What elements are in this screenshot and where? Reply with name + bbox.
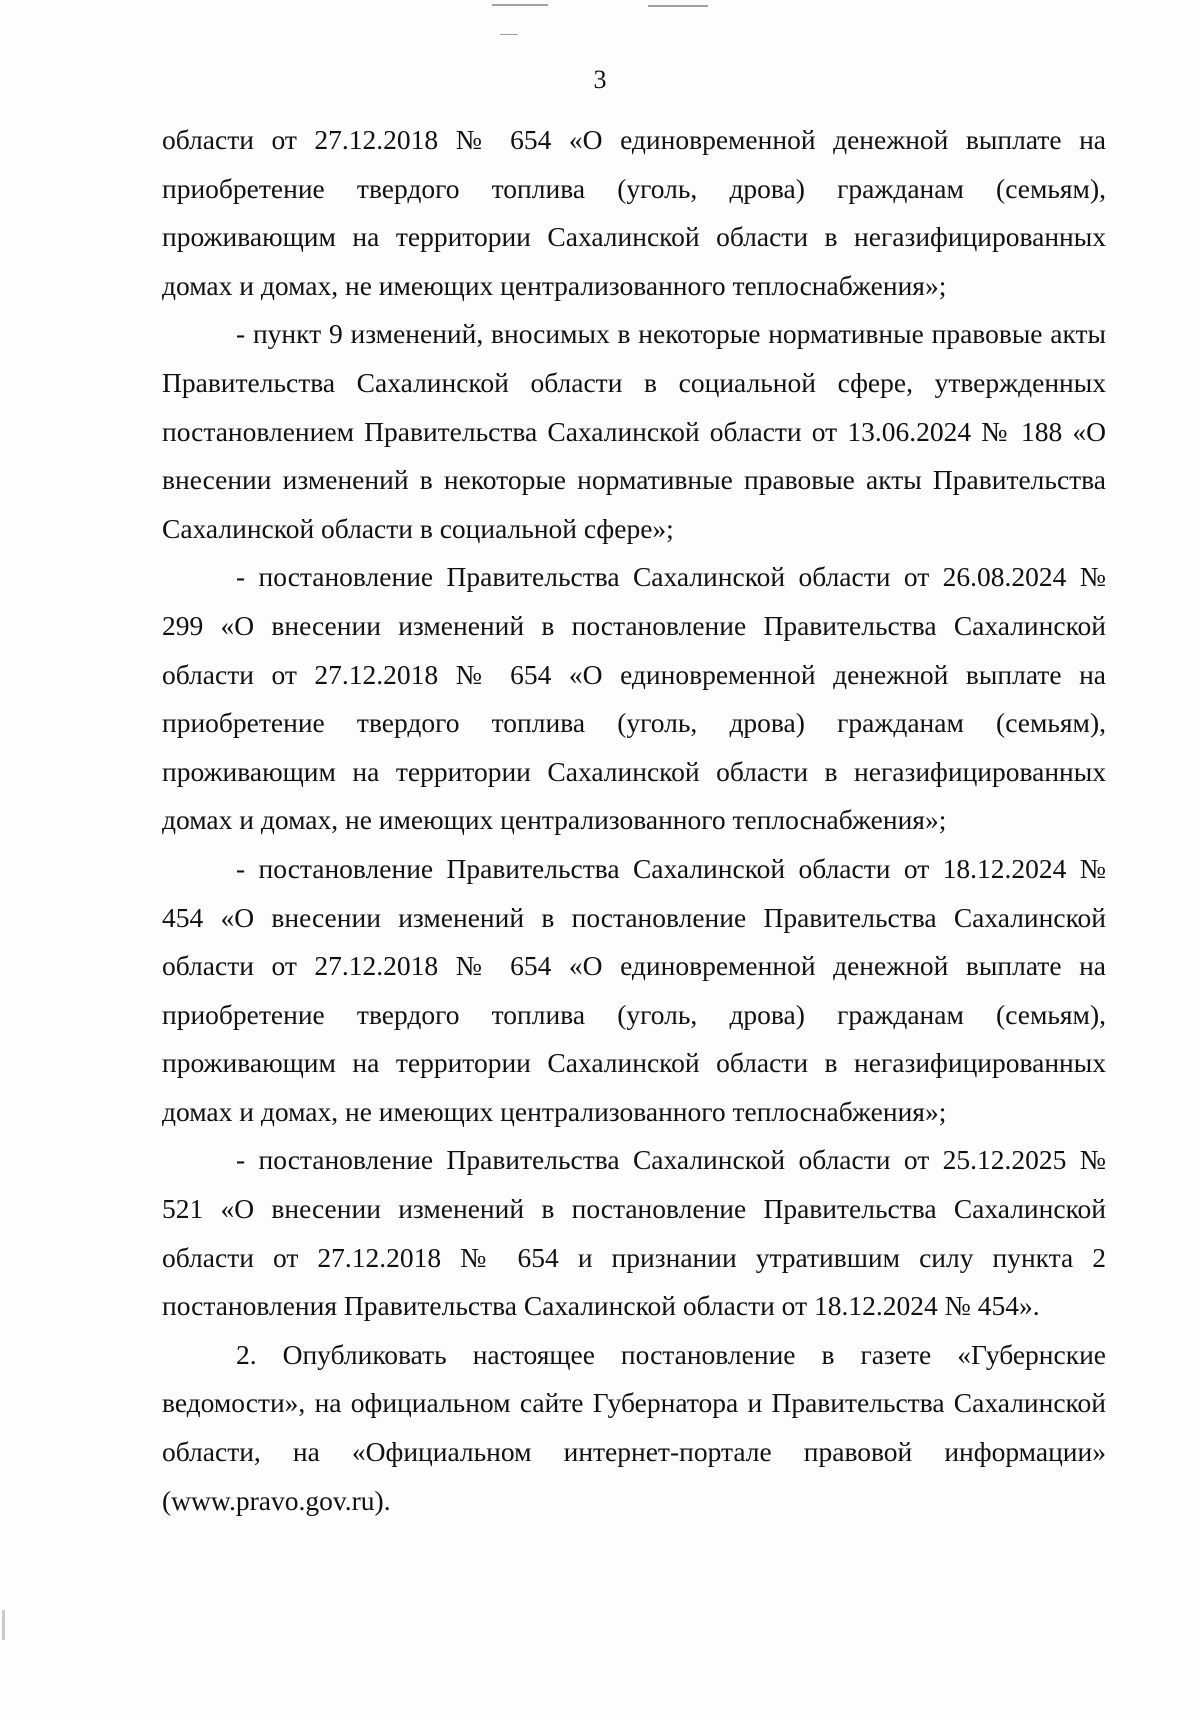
scan-artifact-dot (500, 34, 518, 35)
paragraph-resolution-299: - постановление Правительства Сахалинской области от 26.08.2024 № 299 «О внесении изменений в постановление Правительства Сахалинской области от 27.12.2018 № 654 «О единовременной денежной выплате на приобретение твердого топлива (уголь, дрова) гражданам (семьям), проживающим на территории Сахалинской области в негазифицированных домах и домах, не имеющих централизованного теплоснабжения»; (162, 561, 1106, 836)
scan-artifact-top-right (648, 5, 708, 7)
paragraph-continuation: области от 27.12.2018 № 654 «О единовременной денежной выплате на приобретение твердого топлива (уголь, дрова) гражданам (семьям), проживающим на территории Сахалинской области в негазифицированных домах и домах, не имеющих централизованного теплоснабжения»; (162, 124, 1106, 301)
paragraph-item-9-changes: - пункт 9 изменений, вносимых в некоторые нормативные правовые акты Правительства Сахалинской области в социальной сфере, утвержденных постановлением Правительства Сахалинской области от 13.06.2024 № 188 «О внесении изменений в некоторые нормативные правовые акты Правительства Сахалинской области в социальной сфере»; (162, 318, 1106, 544)
paragraph-publication-order: 2. Опубликовать настоящее постановление в газете «Губернские ведомости», на официальном сайте Губернатора и Правительства Сахалинской области, на «Официальном интернет-портале правовой информации» (www.pravo.gov.ru). (162, 1338, 1106, 1516)
document-body (162, 116, 1106, 1525)
scan-artifact-top-left (492, 4, 548, 6)
paragraph-resolution-454: - постановление Правительства Сахалинской области от 18.12.2024 № 454 «О внесении изменений в постановление Правительства Сахалинской области от 27.12.2018 № 654 «О единовременной денежной выплате на приобретение твердого топлива (уголь, дрова) гражданам (семьям), проживающим на территории Сахалинской области в негазифицированных домах и домах, не имеющих централизованного теплоснабжения»; (162, 852, 1106, 1127)
scan-artifact-left-edge (2, 1610, 5, 1640)
paragraph-resolution-521: - постановление Правительства Сахалинской области от 25.12.2025 № 521 «О внесении изменений в постановление Правительства Сахалинской области от 27.12.2018 № 654 и признании утратившим силу пункта 2 постановления Правительства Сахалинской области от 18.12.2024 № 454». (162, 1144, 1106, 1322)
page-number: 3 (593, 65, 607, 94)
